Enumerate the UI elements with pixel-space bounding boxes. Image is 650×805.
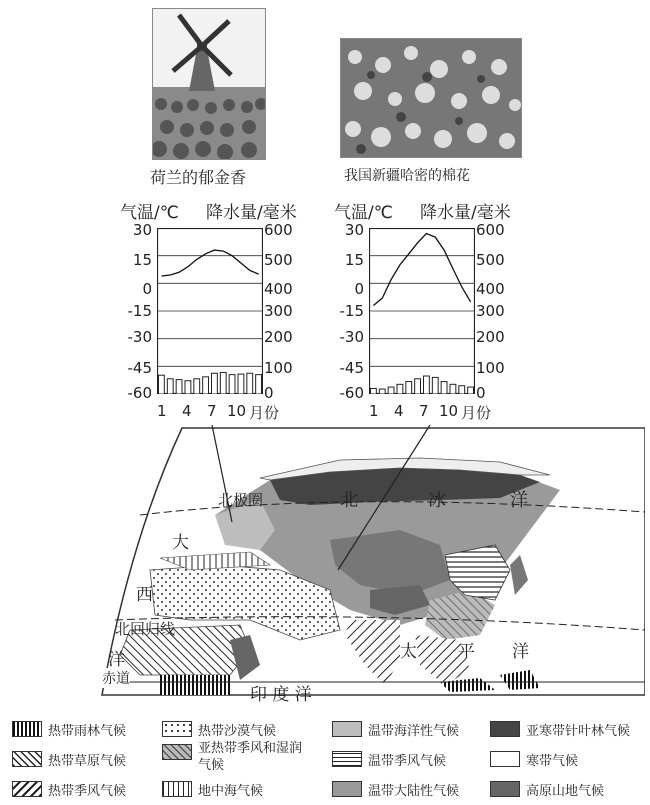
legend-label: 亚寒带针叶林气候: [526, 723, 631, 739]
temp-tick: -60: [339, 384, 364, 402]
legend-item-temperate-monsoon: [332, 748, 446, 770]
legend-swatch: [490, 751, 520, 767]
legend-item-subtropical: [162, 740, 302, 778]
indian-ocean-label: 印 度 洋: [250, 685, 312, 705]
legend-item-savanna: [12, 748, 126, 770]
precip-tick: 100: [264, 359, 293, 377]
legend-label: 温带季风气候: [368, 753, 447, 769]
month-unit: 月份: [461, 404, 492, 422]
photo-caption-cotton: 我国新疆哈密的棉花: [344, 168, 470, 184]
legend-item-desert: [162, 718, 276, 740]
month-tick: 1: [157, 402, 167, 420]
arctic-circle-label: 北极圈: [218, 491, 264, 509]
temp-unit-label-1: 气温/℃: [120, 203, 179, 223]
month-tick: 10: [439, 402, 459, 420]
temp-tick: 15: [132, 251, 152, 269]
temp-tick: 15: [344, 251, 364, 269]
precip-tick: 500: [264, 251, 293, 269]
legend-swatch: [332, 781, 362, 797]
precip-tick: 300: [476, 302, 505, 320]
precip-tick: 400: [264, 280, 293, 298]
precip-tick: 500: [476, 251, 505, 269]
legend-swatch: [12, 751, 42, 767]
legend-item-polar: [490, 748, 578, 770]
legend-label: 热带沙漠气候: [198, 723, 277, 739]
photo-caption-tulip: 荷兰的郁金香: [150, 168, 247, 187]
legend-swatch: [162, 744, 192, 760]
month-tick: 7: [207, 402, 217, 420]
temp-tick: -45: [339, 359, 364, 377]
legend-swatch: [12, 721, 42, 737]
legend-swatch: [332, 751, 362, 767]
arctic-ocean-label-2: 冰: [428, 490, 446, 511]
equator-label: 赤道: [102, 668, 130, 688]
temp-tick: 0: [142, 280, 152, 298]
precip-tick: 600: [476, 221, 505, 239]
precip-tick: 0: [264, 384, 274, 402]
pacific-label-2: 平: [458, 642, 475, 662]
month-tick: 4: [182, 402, 192, 420]
temp-tick: 0: [354, 280, 364, 298]
pacific-label-3: 洋: [512, 642, 529, 662]
precip-tick: 0: [476, 384, 486, 402]
month-tick: 4: [394, 402, 404, 420]
legend-swatch: [12, 781, 42, 797]
temp-tick: -15: [127, 302, 152, 320]
precip-unit-label-2: 降水量/毫米: [420, 203, 511, 223]
tropic-label: 北回归线: [115, 620, 176, 638]
temp-tick: 30: [132, 221, 152, 239]
temp-tick: -45: [127, 359, 152, 377]
precip-tick: 600: [264, 221, 293, 239]
legend-swatch: [490, 781, 520, 797]
legend-item-rainforest: [12, 718, 126, 740]
legend-swatch: [332, 721, 362, 737]
legend-label: 温带大陆性气候: [368, 783, 460, 799]
precip-tick: 300: [264, 302, 293, 320]
legend-swatch: [490, 721, 520, 737]
atlantic-label-2: 西: [136, 585, 153, 605]
legend-label: 高原山地气候: [526, 783, 605, 799]
legend-label: 热带雨林气候: [48, 723, 127, 739]
legend-label: 亚热带季风和湿润气候: [198, 741, 303, 773]
legend-label: 温带海洋性气候: [368, 723, 460, 739]
atlantic-label-3: 洋: [108, 650, 125, 670]
legend-label: 寒带气候: [526, 753, 579, 769]
atlantic-label-1: 大: [172, 533, 189, 553]
arctic-ocean-label-1: 北: [340, 490, 358, 511]
legend-label: 热带草原气候: [48, 753, 127, 769]
legend-swatch: [162, 721, 192, 737]
precip-unit-label-1: 降水量/毫米: [206, 203, 297, 223]
precip-tick: 200: [476, 328, 505, 346]
legend-item-highland: [490, 778, 604, 800]
temp-unit-label-2: 气温/℃: [334, 203, 393, 223]
month-tick: 7: [419, 402, 429, 420]
month-unit: 月份: [249, 404, 280, 422]
temp-tick: 30: [344, 221, 364, 239]
legend-item-continental: [332, 778, 459, 800]
legend-item-tropical-monsoon: [12, 778, 126, 800]
legend-swatch: [162, 781, 192, 797]
legend-item-taiga: [490, 718, 630, 740]
legend-item-mediterranean: [162, 778, 263, 800]
precip-tick: 100: [476, 359, 505, 377]
precip-tick: 400: [476, 280, 505, 298]
legend-item-oceanic: [332, 718, 459, 740]
arctic-ocean-label-3: 洋: [510, 490, 528, 511]
temp-tick: -60: [127, 384, 152, 402]
temp-tick: -30: [127, 328, 152, 346]
legend-label: 地中海气候: [198, 783, 264, 799]
month-tick: 10: [227, 402, 247, 420]
precip-tick: 200: [264, 328, 293, 346]
month-tick: 1: [369, 402, 379, 420]
legend-label: 热带季风气候: [48, 783, 127, 799]
pacific-label-1: 太: [400, 642, 417, 662]
temp-tick: -15: [339, 302, 364, 320]
temp-tick: -30: [339, 328, 364, 346]
